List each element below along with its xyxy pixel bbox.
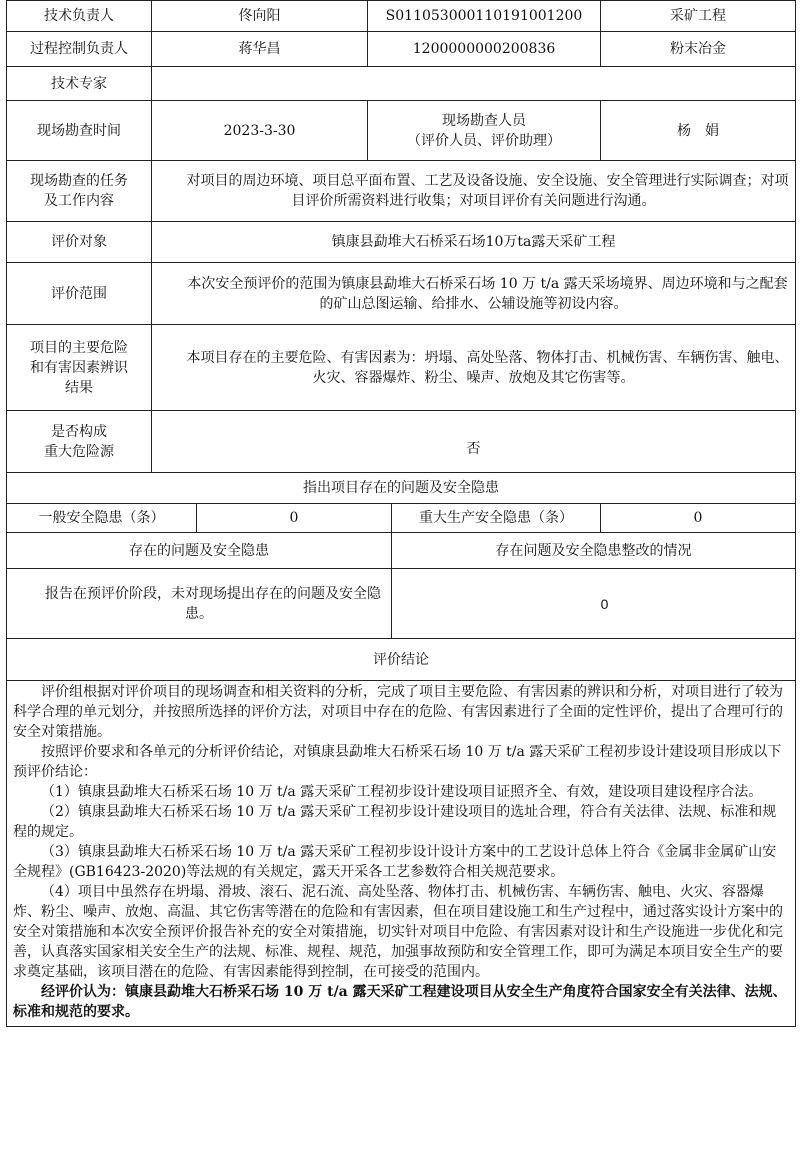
tech-lead-label: 技术负责人: [7, 1, 152, 32]
conclusion-final-statement: 经评价认为：镇康县勐堆大石桥采石场 10 万 t/a 露天采矿工程建设项目从安全生产角度符合国家安全有关法律、法规、标准和规范的要求。: [13, 984, 787, 1020]
scope-row: [7, 263, 796, 325]
process-lead-name: 蒋华昌: [152, 32, 368, 67]
issues-col-rectification: 存在问题及安全隐患整改的情况: [392, 533, 796, 569]
hazards-label-line2: 和有害因素辨识: [30, 359, 128, 376]
object-row: [7, 222, 796, 263]
object-label: 评价对象: [7, 222, 152, 263]
major-hazard-row: [7, 411, 796, 473]
hazards-label-line1: 项目的主要危险: [30, 339, 128, 356]
hazards-text: 本项目存在的主要危险、有害因素为：坍塌、高处坠落、物体打击、机械伤害、车辆伤害、触电、火灾、容器爆炸、粉尘、噪声、放炮及其它伤害等。: [152, 325, 796, 411]
general-hazard-count-label: 一般安全隐患（条）: [7, 504, 197, 533]
expert-value: [152, 67, 796, 101]
issues-columns-row: [7, 533, 796, 569]
expert-label: 技术专家: [7, 67, 152, 101]
survey-staff-name: 杨 娟: [601, 101, 796, 161]
major-hazard-count-label: 重大生产安全隐患（条）: [392, 504, 601, 533]
major-hazard-label-line2: 重大危险源: [44, 443, 114, 460]
tech-lead-row: [7, 1, 796, 32]
tech-lead-cert: S011053000110191001200: [368, 1, 601, 32]
survey-row: [7, 101, 796, 161]
conclusion-paragraph-5: （3）镇康县勐堆大石桥采石场 10 万 t/a 露天采矿工程初步设计设计方案中的工艺设计总体上符合《金属非金属矿山安全规程》(GB16423-2020)等法规的有关规定，露天开采各工艺参数符合相关规范要求。: [13, 844, 777, 880]
task-label: [7, 161, 152, 222]
conclusion-paragraph-1: 评价组根据对评价项目的现场调查和相关资料的分析，完成了项目主要危险、有害因素的辨识和分析，对项目进行了较为科学合理的单元划分，并按照所选择的评价方法，对项目中存在的危险、有害因素进行了全面的定性评价，提出了合理可行的安全对策措施。: [13, 684, 783, 740]
issues-content-row: [7, 569, 796, 639]
conclusion-body: [7, 681, 796, 1027]
conclusion-paragraph-2: 按照评价要求和各单元的分析评价结论，对镇康县勐堆大石桥采石场 10 万 t/a 露天采矿工程初步设计建设项目形成以下预评价结论：: [13, 744, 782, 780]
task-label-line1: 现场勘查的任务: [30, 173, 128, 189]
major-hazard-value: 否: [152, 411, 796, 473]
issues-col-existing: 存在的问题及安全隐患: [7, 533, 392, 569]
process-lead-row: [7, 32, 796, 67]
task-text: 对项目的周边环境、项目总平面布置、工艺及设备设施、安全设施、安全管理进行实际调查；对项目评价所需资料进行收集；对项目评价有关问题进行沟通。: [152, 161, 796, 222]
conclusion-header: 评价结论: [7, 639, 796, 681]
survey-time-label: 现场勘查时间: [7, 101, 152, 161]
issues-text: 报告在预评价阶段，未对现场提出存在的问题及安全隐患。: [7, 569, 392, 639]
hazards-label: [7, 325, 152, 411]
scope-label: 评价范围: [7, 263, 152, 325]
issues-header: 指出项目存在的问题及安全隐患: [7, 473, 796, 504]
hazard-count-row: [7, 504, 796, 533]
survey-date: 2023-3-30: [152, 101, 368, 161]
conclusion-header-row: [7, 639, 796, 681]
hazards-row: [7, 325, 796, 411]
conclusion-paragraph-6: （4）项目中虽然存在坍塌、滑坡、滚石、泥石流、高处坠落、物体打击、机械伤害、车辆伤害、触电、火灾、容器爆炸、粉尘、噪声、放炮、高温、其它伤害等潜在的危险和有害因素，但在项目建设施工和生产过程中，通过落实设计方案中的安全对策措施和本次安全预评价报告补充的安全对策措施，切实针对项目中危险、有害因素对设计和生产设施进一步优化和完善，认真落实国家相关安全生产的法规、标准、规程、规范，加强事故预防和安全管理工作，即可为满足本项目安全生产的要求奠定基础，该项目潜在的危险、有害因素能得到控制，在可接受的范围内。: [13, 884, 783, 980]
issues-fix-value: 0: [392, 569, 796, 639]
conclusion-paragraph-3: （1）镇康县勐堆大石桥采石场 10 万 t/a 露天采矿工程初步设计建设项目证照齐全、有效，建设项目建设程序合法。: [41, 784, 763, 800]
task-label-line2: 及工作内容: [44, 193, 114, 209]
task-row: [7, 161, 796, 222]
general-hazard-count-value: 0: [197, 504, 392, 533]
major-hazard-label: [7, 411, 152, 473]
issues-header-row: [7, 473, 796, 504]
tech-lead-name: 佟向阳: [152, 1, 368, 32]
evaluation-form-table: [6, 0, 796, 1027]
object-value: 镇康县勐堆大石桥采石场10万ta露天采矿工程: [152, 222, 796, 263]
conclusion-body-row: [7, 681, 796, 1027]
survey-staff-label-line2: （评价人员、评价助理）: [407, 132, 561, 149]
scope-text: 本次安全预评价的范围为镇康县勐堆大石桥采石场 10 万 t/a 露天采场境界、周边环境和与之配套的矿山总图运输、给排水、公辅设施等初设内容。: [152, 263, 796, 325]
survey-staff-label-line1: 现场勘查人员: [442, 112, 526, 129]
process-lead-cert: 1200000000200836: [368, 32, 601, 67]
hazards-label-line3: 结果: [65, 379, 93, 396]
major-hazard-label-line1: 是否构成: [51, 423, 107, 440]
major-hazard-count-value: 0: [601, 504, 796, 533]
process-lead-specialty: 粉末冶金: [601, 32, 796, 67]
survey-staff-label: [368, 101, 601, 161]
process-lead-label: 过程控制负责人: [7, 32, 152, 67]
tech-lead-specialty: 采矿工程: [601, 1, 796, 32]
expert-row: [7, 67, 796, 101]
conclusion-paragraph-4: （2）镇康县勐堆大石桥采石场 10 万 t/a 露天采矿工程初步设计建设项目的选址合理，符合有关法律、法规、标准和规程的规定。: [13, 804, 777, 840]
